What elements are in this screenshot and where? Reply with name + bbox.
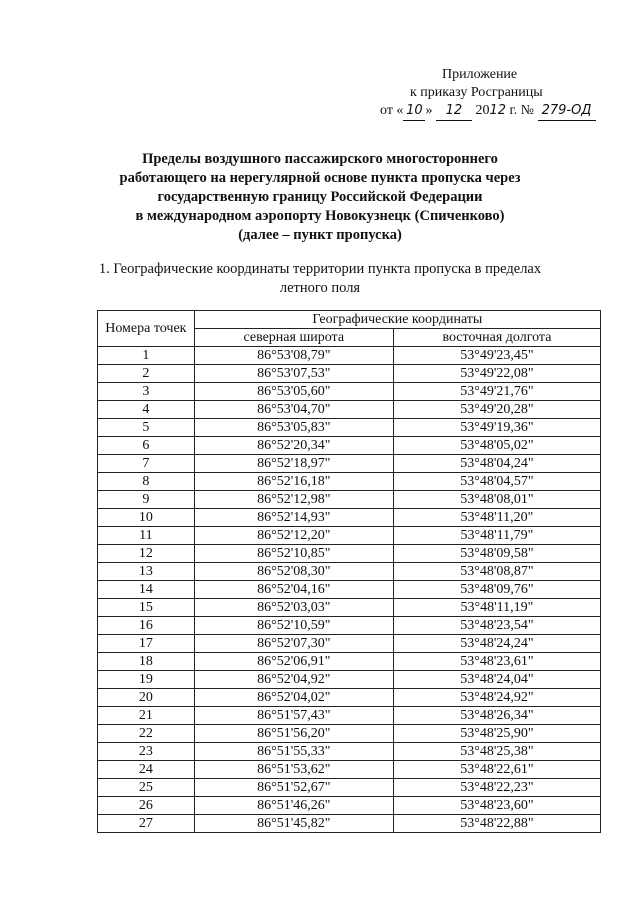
longitude-cell: 53°48'24,04" (393, 671, 600, 689)
table-row (98, 653, 601, 671)
longitude-cell: 53°48'08,01" (393, 491, 600, 509)
point-number-cell: 2 (98, 365, 195, 383)
point-number-cell: 21 (98, 707, 195, 725)
point-number-cell: 3 (98, 383, 195, 401)
latitude-cell: 86°52'06,91" (194, 653, 393, 671)
longitude-cell: 53°48'05,02" (393, 437, 600, 455)
header-point-number: Номера точек (98, 311, 195, 347)
longitude-cell: 53°48'09,76" (393, 581, 600, 599)
appendix-label: Приложение (442, 67, 518, 82)
point-number-cell: 16 (98, 617, 195, 635)
table-row (98, 419, 601, 437)
latitude-cell: 86°51'52,67" (194, 779, 393, 797)
point-number-cell: 27 (98, 815, 195, 833)
date-month: 12 (436, 102, 472, 121)
point-number-cell: 20 (98, 689, 195, 707)
longitude-cell: 53°48'25,38" (393, 743, 600, 761)
table-row (98, 617, 601, 635)
latitude-cell: 86°52'04,92" (194, 671, 393, 689)
table-row (98, 383, 601, 401)
table-row (98, 779, 601, 797)
table-row (98, 347, 601, 365)
longitude-cell: 53°48'24,92" (393, 689, 600, 707)
order-date-line (380, 102, 620, 121)
point-number-cell: 26 (98, 797, 195, 815)
order-reference: к приказу Росграницы (410, 85, 543, 100)
table-row (98, 707, 601, 725)
latitude-cell: 86°51'57,43" (194, 707, 393, 725)
latitude-cell: 86°52'10,85" (194, 545, 393, 563)
latitude-cell: 86°52'08,30" (194, 563, 393, 581)
point-number-cell: 25 (98, 779, 195, 797)
table-row (98, 743, 601, 761)
title-line: работающего на нерегулярной основе пункта пропуска через (119, 170, 521, 186)
latitude-cell: 86°53'08,79" (194, 347, 393, 365)
point-number-cell: 13 (98, 563, 195, 581)
longitude-cell: 53°48'11,20" (393, 509, 600, 527)
latitude-cell: 86°52'10,59" (194, 617, 393, 635)
point-number-cell: 14 (98, 581, 195, 599)
longitude-cell: 53°48'22,61" (393, 761, 600, 779)
header-coordinates: Географические координаты (194, 311, 600, 329)
title-line: государственную границу Российской Федерации (157, 189, 483, 205)
date-mid: » (425, 103, 433, 118)
table-row (98, 599, 601, 617)
table-row (98, 365, 601, 383)
latitude-cell: 86°53'05,83" (194, 419, 393, 437)
longitude-cell: 53°49'21,76" (393, 383, 600, 401)
header-latitude: северная широта (194, 329, 393, 347)
table-row (98, 563, 601, 581)
appendix-block (380, 66, 620, 121)
date-day: 10 (403, 102, 425, 121)
longitude-cell: 53°49'22,08" (393, 365, 600, 383)
table-row (98, 671, 601, 689)
longitude-cell: 53°48'25,90" (393, 725, 600, 743)
point-number-cell: 4 (98, 401, 195, 419)
coordinates-table (97, 310, 601, 833)
latitude-cell: 86°52'12,20" (194, 527, 393, 545)
longitude-cell: 53°48'24,24" (393, 635, 600, 653)
latitude-cell: 86°52'04,02" (194, 689, 393, 707)
latitude-cell: 86°52'07,30" (194, 635, 393, 653)
latitude-cell: 86°52'16,18" (194, 473, 393, 491)
year-suffix: 12 (489, 103, 506, 118)
longitude-cell: 53°48'04,24" (393, 455, 600, 473)
longitude-cell: 53°49'23,45" (393, 347, 600, 365)
latitude-cell: 86°51'56,20" (194, 725, 393, 743)
section-heading: 1. Географические координаты территории пункта пропуска в пределах летного поля (98, 261, 542, 296)
point-number-cell: 15 (98, 599, 195, 617)
latitude-cell: 86°52'12,98" (194, 491, 393, 509)
longitude-cell: 53°48'22,23" (393, 779, 600, 797)
table-row (98, 725, 601, 743)
document-title (80, 150, 560, 245)
latitude-cell: 86°51'55,33" (194, 743, 393, 761)
longitude-cell: 53°48'09,58" (393, 545, 600, 563)
point-number-cell: 11 (98, 527, 195, 545)
table-body (98, 347, 601, 833)
title-line: в международном аэропорту Новокузнецк (Спиченково) (135, 208, 505, 224)
order-number: 279-ОД (538, 102, 596, 121)
table-row (98, 797, 601, 815)
latitude-cell: 86°51'53,62" (194, 761, 393, 779)
table-row (98, 527, 601, 545)
longitude-cell: 53°48'26,34" (393, 707, 600, 725)
table-row (98, 545, 601, 563)
point-number-cell: 10 (98, 509, 195, 527)
point-number-cell: 1 (98, 347, 195, 365)
table-row (98, 815, 601, 833)
point-number-cell: 17 (98, 635, 195, 653)
point-number-cell: 19 (98, 671, 195, 689)
longitude-cell: 53°48'04,57" (393, 473, 600, 491)
table-row (98, 401, 601, 419)
table-row (98, 581, 601, 599)
longitude-cell: 53°48'22,88" (393, 815, 600, 833)
table-row (98, 491, 601, 509)
point-number-cell: 18 (98, 653, 195, 671)
latitude-cell: 86°51'46,26" (194, 797, 393, 815)
longitude-cell: 53°48'23,60" (393, 797, 600, 815)
latitude-cell: 86°53'05,60" (194, 383, 393, 401)
table-row (98, 509, 601, 527)
table-row (98, 473, 601, 491)
latitude-cell: 86°52'20,34" (194, 437, 393, 455)
point-number-cell: 6 (98, 437, 195, 455)
longitude-cell: 53°49'20,28" (393, 401, 600, 419)
number-label: г. № (509, 103, 535, 118)
latitude-cell: 86°52'18,97" (194, 455, 393, 473)
latitude-cell: 86°52'14,93" (194, 509, 393, 527)
latitude-cell: 86°53'07,53" (194, 365, 393, 383)
date-prefix: от « (380, 103, 404, 118)
latitude-cell: 86°53'04,70" (194, 401, 393, 419)
point-number-cell: 23 (98, 743, 195, 761)
point-number-cell: 12 (98, 545, 195, 563)
point-number-cell: 22 (98, 725, 195, 743)
table-row (98, 761, 601, 779)
longitude-cell: 53°48'11,19" (393, 599, 600, 617)
longitude-cell: 53°48'08,87" (393, 563, 600, 581)
longitude-cell: 53°48'11,79" (393, 527, 600, 545)
table-row (98, 635, 601, 653)
latitude-cell: 86°52'04,16" (194, 581, 393, 599)
point-number-cell: 5 (98, 419, 195, 437)
point-number-cell: 9 (98, 491, 195, 509)
longitude-cell: 53°48'23,61" (393, 653, 600, 671)
table-row (98, 689, 601, 707)
point-number-cell: 24 (98, 761, 195, 779)
point-number-cell: 8 (98, 473, 195, 491)
title-line: (далее – пункт пропуска) (238, 227, 402, 243)
header-longitude: восточная долгота (393, 329, 600, 347)
longitude-cell: 53°49'19,36" (393, 419, 600, 437)
point-number-cell: 7 (98, 455, 195, 473)
latitude-cell: 86°51'45,82" (194, 815, 393, 833)
latitude-cell: 86°52'03,03" (194, 599, 393, 617)
title-line: Пределы воздушного пассажирского многостороннего (142, 151, 498, 167)
longitude-cell: 53°48'23,54" (393, 617, 600, 635)
table-row (98, 437, 601, 455)
table-row (98, 455, 601, 473)
year-prefix: 20 (475, 103, 490, 118)
